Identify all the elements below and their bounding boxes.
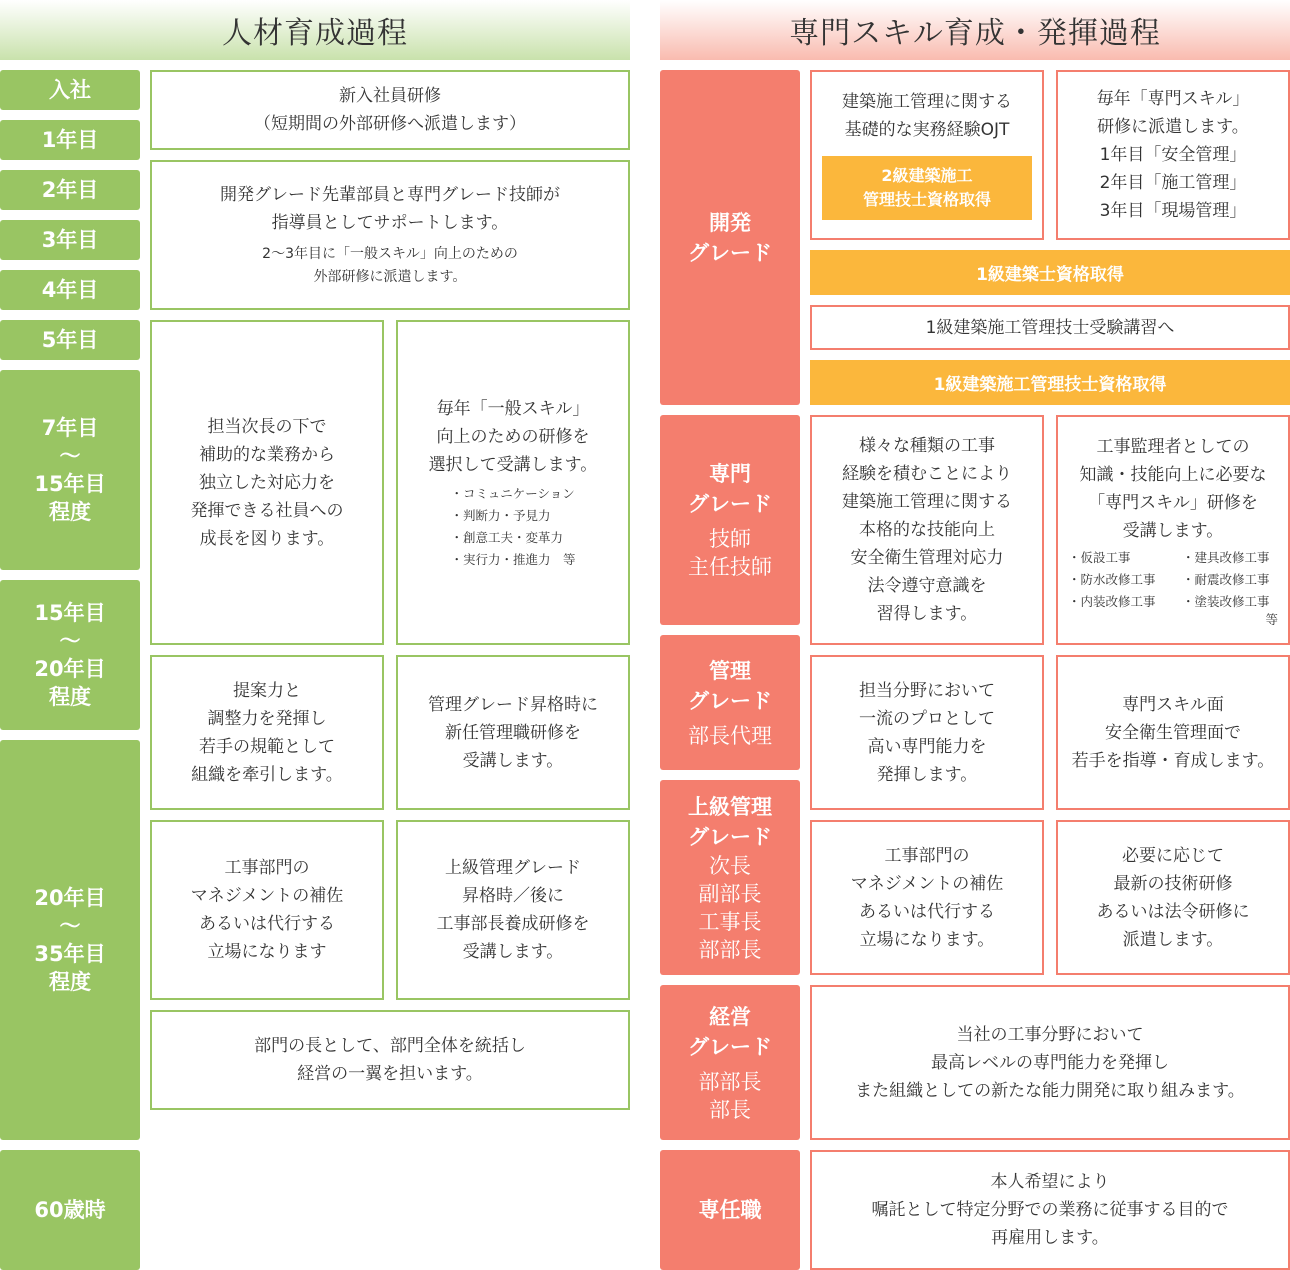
year-4: 4年目 [0,270,140,310]
year-20-35: 20年目 ～ 35年目 程度 [0,740,140,1140]
grade-specialist: 専門 グレード 技師 主任技師 [660,415,800,625]
general-skill-box: 毎年「一般スキル」 向上のための研修を 選択して受講します。 ・コミュニケーション ・判断力・予見力 ・創意工夫・変革力 ・実行力・推進力 等 [396,320,630,645]
growth-box: 担当次長の下で 補助的な業務から 独立した対応力を 発揮できる社員への 成長を図ります。 [150,320,384,645]
first-class-construction-bar: 1級建築施工管理技士資格取得 [810,360,1290,405]
basic-ojt-box: 建築施工管理に関する 基礎的な実務経験OJT 2級建築施工 管理技士資格取得 [810,70,1044,240]
executive-box: 当社の工事分野において 最高レベルの専門能力を発揮し また組織としての新たな能力開発に取り組みます。 [810,985,1290,1140]
grade-management: 管理 グレード 部長代理 [660,635,800,770]
year-5: 5年目 [0,320,140,360]
general-skill-list: ・コミュニケーション ・判断力・予見力 ・創意工夫・変革力 ・実行力・推進力 等 [450,485,576,567]
supervisor-box: 工事監理者としての 知識・技能向上に必要な 「専門スキル」研修を 受講します。 ・仮設工事 ・建具改修工事 ・防水改修工事 ・耐震改修工事 ・内装改修工事 ・塗装改修工事 等 [1056,415,1290,645]
grade-executive: 経営 グレード 部部長 部長 [660,985,800,1140]
header-left-title: 人材育成過程 [222,16,408,51]
year-2: 2年目 [0,170,140,210]
pro-box: 担当分野において 一流のプロとして 高い専門能力を 発揮します。 [810,655,1044,810]
header-left [0,0,630,60]
header-right [660,0,1290,60]
support-box: 開発グレード先輩部員と専門グレード技師が 指導員としてサポートします。 2～3年目に「一般スキル」向上のための 外部研修に派遣します。 [150,160,630,310]
year-7-15: 7年目 ～ 15年目 程度 [0,370,140,570]
year-60: 60歳時 [0,1150,140,1270]
year-1: 1年目 [0,120,140,160]
special-skill-box: 毎年「専門スキル」 研修に派遣します。 1年目「安全管理」 2年目「施工管理」 3年目「現場管理」 [1056,70,1290,240]
right-dept-support-box: 工事部門の マネジメントの補佐 あるいは代行する 立場になります。 [810,820,1044,975]
mgr-training-box: 管理グレード昇格時に 新任管理職研修を 受講します。 [396,655,630,810]
newhire-training-box: 新入社員研修 （短期間の外部研修へ派遣します） [150,70,630,150]
year-3: 3年目 [0,220,140,260]
proposal-box: 提案力と 調整力を発揮し 若手の規範として 組織を牽引します。 [150,655,384,810]
header-right-title: 専門スキル育成・発揮過程 [789,16,1161,51]
senior-training-box: 上級管理グレード 昇格時／後に 工事部長養成研修を 受講します。 [396,820,630,1000]
left-dept-support-box: 工事部門の マネジメントの補佐 あるいは代行する 立場になります [150,820,384,1000]
experience-box: 様々な種類の工事 経験を積むことにより 建築施工管理に関する 本格的な技能向上 安全衛生管理対応力 法令遵守意識を 習得します。 [810,415,1044,645]
second-class-license-badge: 2級建築施工 管理技士資格取得 [822,156,1032,220]
exam-course-bar: 1級建築施工管理技士受験講習へ [810,305,1290,350]
latest-training-box: 必要に応じて 最新の技術研修 あるいは法令研修に 派遣します。 [1056,820,1290,975]
rehire-box: 本人希望により 嘱託として特定分野での業務に従事する目的で 再雇用します。 [810,1150,1290,1270]
dept-head-box: 部門の長として、部門全体を統括し 経営の一翼を担います。 [150,1010,630,1110]
grade-senior-management: 上級管理 グレード 次長 副部長 工事長 部部長 [660,780,800,975]
grade-development: 開発 グレード [660,70,800,405]
first-class-architect-bar: 1級建築士資格取得 [810,250,1290,295]
year-15-20: 15年目 ～ 20年目 程度 [0,580,140,730]
year-nyusha: 入社 [0,70,140,110]
supervisor-skill-list: ・仮設工事 ・建具改修工事 ・防水改修工事 ・耐震改修工事 ・内装改修工事 ・塗装改修工事 [1068,550,1270,609]
grade-dedicated: 専任職 [660,1150,800,1270]
guide-box: 専門スキル面 安全衛生管理面で 若手を指導・育成します。 [1056,655,1290,810]
